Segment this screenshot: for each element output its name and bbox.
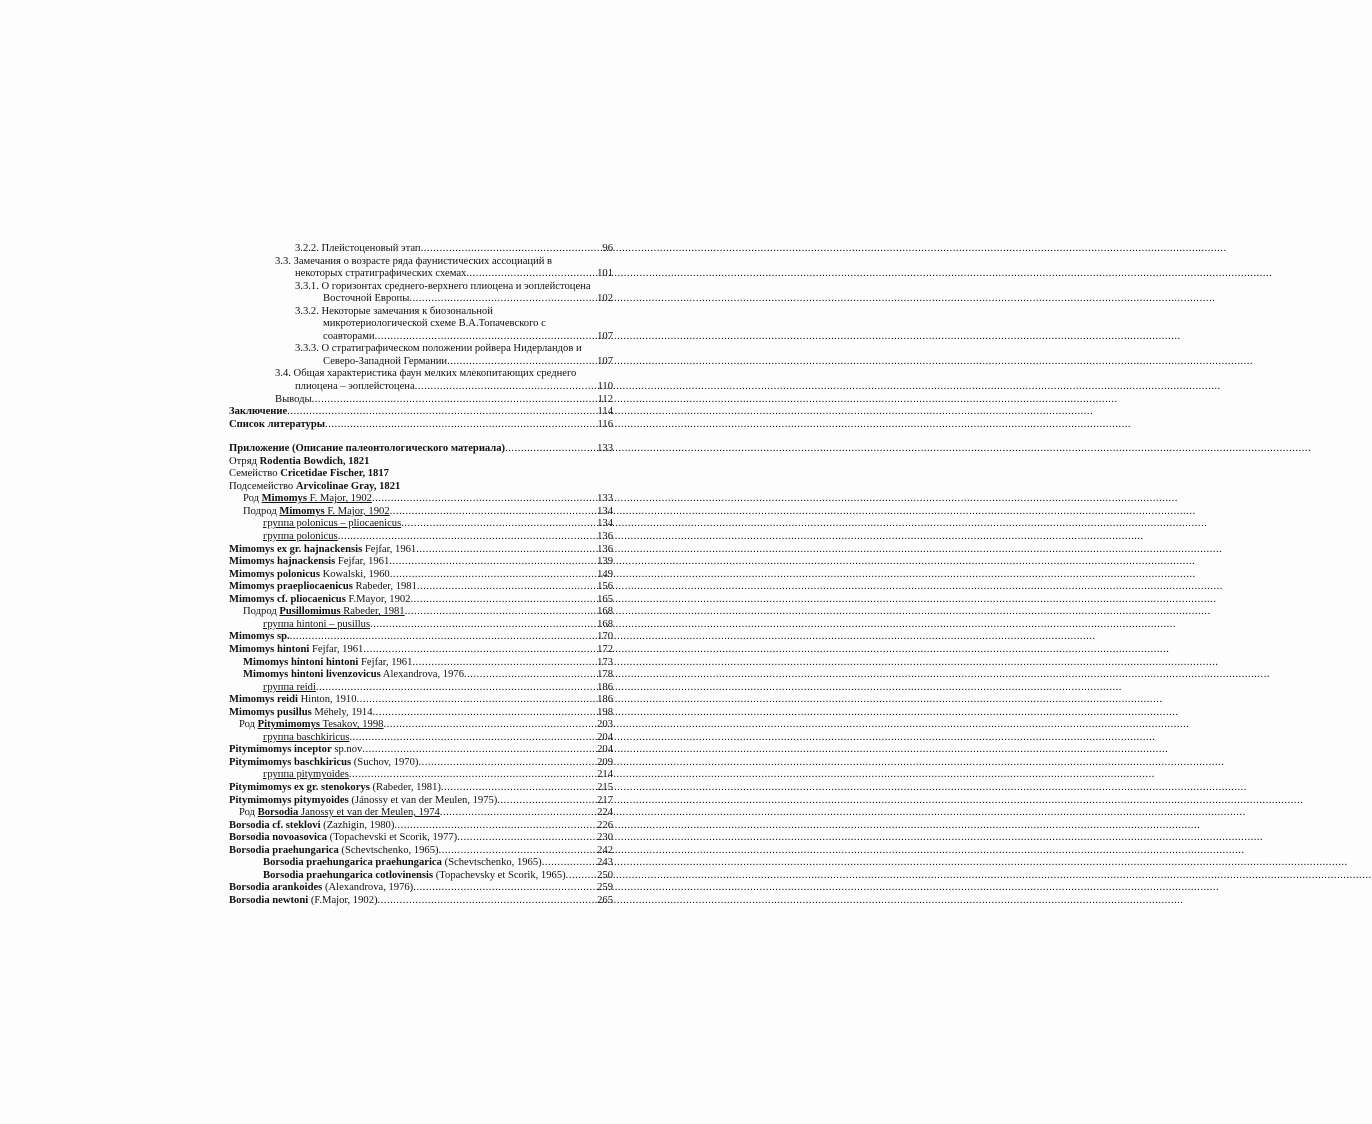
toc-entry-title <box>295 343 582 354</box>
page-number: 168 <box>597 618 613 630</box>
toc-entry[interactable] <box>229 669 613 682</box>
toc-entry-line[interactable] <box>229 256 613 269</box>
toc-entry-title <box>229 456 369 467</box>
page-number: 110 <box>597 381 613 393</box>
toc-entry-title <box>229 845 439 858</box>
page-number: 259 <box>597 882 613 894</box>
toc-title-part: Pitymimomys inceptor <box>229 744 332 756</box>
toc-entry-title <box>229 419 325 432</box>
toc-entry-title <box>229 782 441 795</box>
page-number: 149 <box>597 568 613 580</box>
toc-entry-title <box>275 256 552 267</box>
toc-title-part: (Topachevski et Scorik, 1977) <box>327 832 458 844</box>
toc-entry-title <box>229 882 413 895</box>
toc-title-part: Mimomys hajnackensis <box>229 556 336 568</box>
toc-entry-line[interactable] <box>229 318 613 331</box>
toc-title-part: Заключение <box>229 406 288 418</box>
dot-leader <box>401 518 596 531</box>
dot-leader <box>378 895 597 908</box>
toc-entry[interactable] <box>229 619 613 632</box>
page-number: 243 <box>597 857 613 869</box>
toc-title-part: Mimomys ex gr. hajnackensis <box>229 543 363 555</box>
toc-title-part: Rodentia Bowdich, 1821 <box>259 455 370 467</box>
toc-entry[interactable] <box>229 657 613 670</box>
toc-entry-title <box>229 468 389 479</box>
dot-leader <box>439 845 597 858</box>
toc-title-part: Mimomys hintoni hintoni <box>243 656 359 668</box>
toc-title-part: некоторых стратиграфических схемах <box>295 268 467 280</box>
toc-entry[interactable] <box>229 506 613 519</box>
page-number: 134 <box>597 518 613 530</box>
page-number: 224 <box>597 807 613 819</box>
toc-entry-line[interactable] <box>229 343 613 356</box>
toc-entry-title <box>243 657 412 670</box>
toc-title-part: плиоцена – эоплейстоцена <box>295 381 415 393</box>
toc-title-part: Borsodia praehungarica praehungarica <box>263 857 442 869</box>
toc-entry-title <box>295 281 591 292</box>
toc-title-part: Rabeder, 1981 <box>352 581 417 593</box>
toc-title-part: Janossy et van der Meulen, 1974 <box>298 807 440 819</box>
toc-entry-line[interactable] <box>229 306 613 319</box>
toc-entry-title <box>229 832 457 845</box>
toc-entry[interactable] <box>229 443 613 456</box>
toc-title-part: группа pitymyoides <box>263 769 349 781</box>
toc-entry-title <box>243 506 390 519</box>
dot-leader <box>505 443 596 456</box>
dot-leader <box>390 569 596 582</box>
dot-leader <box>389 556 596 569</box>
toc-title-part: Borsodia praehungarica cotlovinensis <box>263 869 434 881</box>
toc-title-part: Rabeder, 1981 <box>340 606 405 618</box>
page-number: 107 <box>597 355 613 367</box>
dot-leader <box>466 268 596 281</box>
dot-leader <box>394 820 596 833</box>
toc-entry-title <box>263 732 349 745</box>
toc-entry-title <box>243 606 405 619</box>
toc-title-part: Mimomys reidi <box>229 694 298 706</box>
page-number: 265 <box>597 894 613 906</box>
page-number: 250 <box>597 869 613 881</box>
toc-title-part: Mimomys <box>261 493 307 505</box>
page-number: 217 <box>597 794 613 806</box>
dot-leader <box>412 657 596 670</box>
toc-title-part: Mimomys praepliocaenicus <box>229 581 353 593</box>
toc-title-part: 3.2.2. Плейстоценовый этап <box>295 243 421 254</box>
page-number: 101 <box>597 268 613 280</box>
toc-title-part: F. Major, 1902 <box>324 505 390 517</box>
toc-entry[interactable] <box>229 518 613 531</box>
dot-leader <box>349 769 596 782</box>
toc-title-part: Род <box>239 719 258 731</box>
toc-entry[interactable] <box>229 381 613 394</box>
dot-leader <box>464 669 596 682</box>
toc-title-part: sp.nov <box>331 744 363 756</box>
page-number: 133 <box>597 493 613 505</box>
dot-leader <box>316 682 596 695</box>
page-number: 134 <box>597 505 613 517</box>
page-number: 136 <box>597 531 613 543</box>
page-number: 165 <box>597 593 613 605</box>
page-number: 112 <box>597 393 613 405</box>
toc-title-part: 3.3.2. Некоторые замечания к биозональной <box>295 305 493 317</box>
toc-title-part: (Zazhigin, 1980) <box>320 819 395 831</box>
dot-leader <box>363 644 596 657</box>
toc-entry-title <box>229 581 417 594</box>
page-number: 133 <box>597 443 613 455</box>
toc-title-part: Mimomys hintoni <box>229 643 310 655</box>
toc-entry-title <box>239 807 440 820</box>
toc-title-part: Fejfar, 1961 <box>358 656 413 668</box>
toc-title-part: Отряд <box>229 455 260 467</box>
page-number: 209 <box>597 756 613 768</box>
toc-title-part: (Schevtschenko, 1965) <box>338 844 439 856</box>
page-number: 116 <box>597 418 613 430</box>
dot-leader <box>375 331 597 344</box>
dot-leader <box>338 531 596 544</box>
toc-title-part: (Topachevsky et Scorik, 1965) <box>433 869 566 881</box>
toc-entry[interactable] <box>229 581 613 594</box>
toc-entry-line[interactable] <box>229 281 613 294</box>
page-number: 136 <box>597 543 613 555</box>
toc-title-part: соавторами <box>323 330 375 342</box>
toc-entry[interactable] <box>229 394 613 407</box>
toc-entry[interactable] <box>229 631 613 644</box>
toc-entry-title <box>229 569 390 582</box>
toc-title-part: Подрод <box>243 606 280 618</box>
toc-title-part: Kowalski, 1960 <box>319 568 390 580</box>
toc-entry[interactable] <box>229 594 613 607</box>
toc-title-part: Семейство <box>229 468 281 480</box>
toc-entry[interactable] <box>229 493 613 506</box>
toc-entry[interactable] <box>229 606 613 619</box>
toc-entry[interactable] <box>229 857 613 870</box>
toc-title-part: Выводы <box>275 393 312 405</box>
toc-entry[interactable] <box>229 556 613 569</box>
toc-entry[interactable] <box>229 569 613 582</box>
page-number: 242 <box>597 844 613 856</box>
toc-entry-title <box>295 381 415 394</box>
toc-entry[interactable] <box>229 682 613 695</box>
dot-leader <box>325 419 596 432</box>
toc-title-part: группа baschkiricus <box>263 731 350 743</box>
dot-leader <box>349 732 596 745</box>
toc-entry-line[interactable] <box>229 456 613 469</box>
toc-title-part: F.Mayor, 1902 <box>345 593 411 605</box>
page-number: 170 <box>597 631 613 643</box>
toc-entry-title <box>323 318 546 329</box>
toc-entry-title <box>229 707 373 720</box>
dot-leader <box>440 807 596 820</box>
page-number: 156 <box>597 581 613 593</box>
page-number: 186 <box>597 681 613 693</box>
toc-title-part: Borsodia newtoni <box>229 894 309 906</box>
toc-entry-title <box>229 895 378 908</box>
toc-title-part: F. Major, 1902 <box>306 493 372 505</box>
toc-title-part: группа hintoni – pusillus <box>263 618 371 630</box>
toc-title-part: Borsodia <box>257 807 299 819</box>
toc-entry-title <box>229 644 363 657</box>
page-number: 173 <box>597 656 613 668</box>
toc-entry-title <box>323 331 375 344</box>
toc-title-part: 3.3.3. О стратиграфическом положении ройвера Нидерландов и <box>295 343 582 355</box>
toc-title-part: 3.3.1. О горизонтах среднего-верхнего плиоцена и эоплейстоцена <box>295 280 591 292</box>
toc-entry[interactable] <box>229 882 613 895</box>
toc-entry[interactable] <box>229 331 613 344</box>
dot-leader <box>542 857 596 870</box>
toc-entry[interactable] <box>229 419 613 432</box>
dot-leader <box>418 757 596 770</box>
toc-entry-title <box>229 544 416 557</box>
toc-entry-title <box>295 268 466 281</box>
dot-leader <box>362 744 596 757</box>
page-number: 198 <box>597 706 613 718</box>
toc-entry[interactable] <box>229 757 613 770</box>
toc-title-part: Список литературы <box>229 418 326 430</box>
toc-entry[interactable] <box>229 694 613 707</box>
toc-title-part: Arvicolinae Gray, 1821 <box>295 480 401 492</box>
toc-entry[interactable] <box>229 769 613 782</box>
page-number: 204 <box>597 744 613 756</box>
toc-entry-title <box>275 394 312 407</box>
page-number: 230 <box>597 832 613 844</box>
toc-entry[interactable] <box>229 895 613 908</box>
dot-leader <box>312 394 597 407</box>
toc-entry-title <box>229 406 287 419</box>
dot-leader <box>441 782 596 795</box>
page-number: 203 <box>597 719 613 731</box>
toc-entry[interactable] <box>229 243 613 256</box>
toc-entry-title <box>295 306 493 317</box>
toc-title-part: Fejfar, 1961 <box>362 543 417 555</box>
dot-leader <box>383 719 596 732</box>
page-number: 107 <box>597 330 613 342</box>
toc-entry[interactable] <box>229 293 613 306</box>
page-number: 172 <box>597 643 613 655</box>
toc-title-part: Восточной Европы <box>323 293 410 305</box>
toc-title-part: группа reidi <box>263 681 316 693</box>
toc-entry[interactable] <box>229 832 613 845</box>
toc-entry-title <box>243 493 372 506</box>
toc-title-part: Alexandrova, 1976 <box>380 669 464 681</box>
dot-leader <box>405 606 597 619</box>
toc-entry-title <box>229 820 394 833</box>
page-number: 186 <box>597 694 613 706</box>
toc-title-part: Borsodia novoasovica <box>229 832 328 844</box>
dot-leader <box>415 381 597 394</box>
page-number: 114 <box>597 406 613 418</box>
toc-entry[interactable] <box>229 744 613 757</box>
dot-leader <box>417 581 596 594</box>
toc-entry-title <box>229 757 418 770</box>
toc-title-part: Mimomys <box>279 505 325 517</box>
toc-title-part: Pusillomimus <box>279 606 341 618</box>
section-gap <box>229 431 613 443</box>
toc-title-part: Cricetidae Fischer, 1817 <box>280 468 389 480</box>
toc-entry[interactable] <box>229 732 613 745</box>
toc-entry-title <box>243 669 464 682</box>
toc-title-part: группа polonicus – pliocaenicus <box>263 518 402 530</box>
toc-entry[interactable] <box>229 268 613 281</box>
toc-entry[interactable] <box>229 356 613 369</box>
toc-title-part: Fejfar, 1961 <box>309 643 364 655</box>
toc-entry-title <box>229 795 497 808</box>
toc-entry-title <box>323 293 409 306</box>
toc-entry-title <box>263 870 566 883</box>
toc-title-part: Pitymimomys <box>257 719 321 731</box>
toc-entry-title <box>263 619 370 632</box>
toc-title-part: Северо-Западной Германии <box>323 355 448 367</box>
page-number: 96 <box>602 243 613 254</box>
toc-title-part: Pitymimomys baschkiricus <box>229 756 352 768</box>
toc-entry[interactable] <box>229 820 613 833</box>
toc-title-part: Mimomys pusillus <box>229 706 312 718</box>
toc-title-part: (Suchov, 1970) <box>351 756 419 768</box>
toc-title-part: (Schevtschenko, 1965) <box>441 857 542 869</box>
toc-title-part: Подсемейство <box>229 480 296 492</box>
toc-title-part: Mimomys cf. pliocaenicus <box>229 593 346 605</box>
toc-title-part: Приложение (Описание палеонтологического материала) <box>229 443 506 455</box>
dot-leader <box>457 832 596 845</box>
toc-title-part: Род <box>243 493 262 505</box>
dot-leader <box>372 493 596 506</box>
page-number: 204 <box>597 731 613 743</box>
toc-title-part: Hinton, 1910 <box>297 694 357 706</box>
toc-entry-title <box>323 356 447 369</box>
dot-leader <box>370 619 596 632</box>
dot-leader <box>373 707 597 720</box>
toc-title-part: Подрод <box>243 505 280 517</box>
toc-entry-title <box>263 857 542 870</box>
toc-title-part: (Alexandrova, 1976) <box>322 882 414 894</box>
toc-title-part: (Jánossy et van der Meulen, 1975) <box>348 794 498 806</box>
page-number: 226 <box>597 819 613 831</box>
dot-leader <box>447 356 596 369</box>
toc-entry-title <box>229 594 410 607</box>
toc-entry[interactable] <box>229 845 613 858</box>
toc-entry[interactable] <box>229 870 613 883</box>
toc-entry-title <box>229 631 290 644</box>
page-number: 215 <box>597 781 613 793</box>
toc-entry[interactable] <box>229 807 613 820</box>
toc-entry[interactable] <box>229 406 613 419</box>
toc-title-part: Род <box>239 807 258 819</box>
toc-entry-title <box>263 769 349 782</box>
toc-entry-title <box>275 368 576 379</box>
page-number: 102 <box>597 293 613 305</box>
dot-leader <box>290 631 596 644</box>
toc-title-part: 3.4. Общая характеристика фаун мелких млекопитающих среднего <box>275 368 577 380</box>
toc-entry-title <box>239 719 383 732</box>
toc-entry[interactable] <box>229 644 613 657</box>
dot-leader <box>287 406 596 419</box>
dot-leader <box>497 795 596 808</box>
toc-title-part: Fejfar, 1961 <box>335 556 390 568</box>
page-number: 178 <box>597 669 613 681</box>
toc-entry-title <box>295 243 421 256</box>
toc-title-part: Mimomys polonicus <box>229 568 320 580</box>
toc-entry-title <box>229 443 505 456</box>
table-of-contents <box>229 243 613 907</box>
toc-entry-title <box>229 481 400 492</box>
toc-title-part: группа polonicus <box>263 531 338 543</box>
dot-leader <box>566 870 596 883</box>
toc-title-part: Borsodia praehungarica <box>229 844 339 856</box>
page-number: 168 <box>597 606 613 618</box>
page-number: 139 <box>597 556 613 568</box>
toc-title-part: Borsodia cf. steklovi <box>229 819 321 831</box>
dot-leader <box>357 694 597 707</box>
toc-title-part: Mimomys hintoni livenzovicus <box>243 669 381 681</box>
toc-entry-title <box>263 531 338 544</box>
toc-entry[interactable] <box>229 531 613 544</box>
toc-entry-title <box>229 694 357 707</box>
toc-entry[interactable] <box>229 544 613 557</box>
toc-entry-line[interactable] <box>229 481 613 494</box>
toc-entry-title <box>263 518 401 531</box>
dot-leader <box>390 506 596 519</box>
toc-title-part: Tesakov, 1998 <box>320 719 384 731</box>
dot-leader <box>413 882 596 895</box>
toc-title-part: (Rabeder, 1981) <box>369 781 441 793</box>
toc-entry-title <box>229 556 389 569</box>
toc-entry-title <box>263 682 316 695</box>
dot-leader <box>416 544 596 557</box>
toc-entry-line[interactable] <box>229 368 613 381</box>
toc-entry[interactable] <box>229 707 613 720</box>
dot-leader <box>409 293 596 306</box>
toc-title-part: (F.Major, 1902) <box>308 894 378 906</box>
toc-title-part: микротериологической схеме В.А.Топачевского с <box>323 318 546 330</box>
toc-title-part: Borsodia arankoides <box>229 882 323 894</box>
toc-title-part: Pitymimomys pitymyoides <box>229 794 349 806</box>
dot-leader <box>421 243 602 256</box>
toc-title-part: Pitymimomys ex gr. stenokorys <box>229 781 370 793</box>
toc-entry-title <box>229 744 362 757</box>
toc-entry[interactable] <box>229 782 613 795</box>
toc-entry-line[interactable] <box>229 468 613 481</box>
page-number: 214 <box>597 769 613 781</box>
toc-title-part: Méhely, 1914 <box>311 706 373 718</box>
toc-title-part: Mimomys sp. <box>229 631 290 643</box>
dot-leader <box>410 594 596 607</box>
toc-entry[interactable] <box>229 795 613 808</box>
toc-title-part: 3.3. Замечания о возрасте ряда фаунистических ассоциаций в <box>275 255 553 267</box>
toc-entry[interactable] <box>229 719 613 732</box>
